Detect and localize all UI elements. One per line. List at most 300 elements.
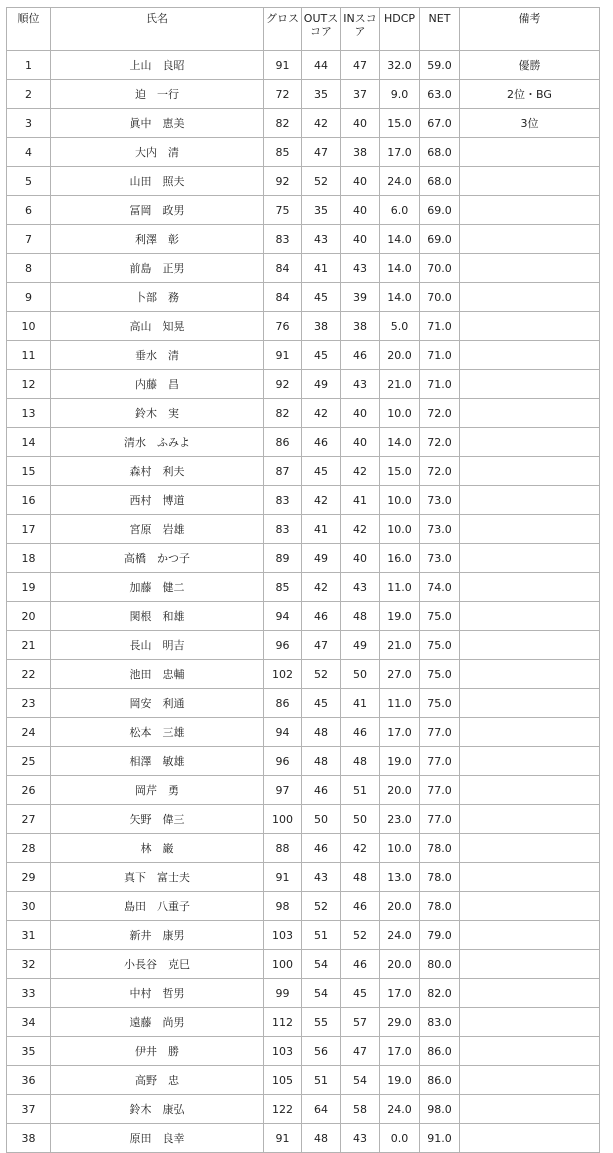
- hdcp-cell: 29.0: [380, 1008, 420, 1037]
- gross-cell: 83: [264, 486, 302, 515]
- gross-cell: 84: [264, 254, 302, 283]
- in-score-cell: 52: [341, 921, 380, 950]
- rank-cell: 28: [7, 834, 51, 863]
- remarks-cell: [460, 776, 600, 805]
- name-cell: 小長谷 克巳: [51, 950, 264, 979]
- table-row: [7, 863, 600, 892]
- hdcp-cell: 27.0: [380, 660, 420, 689]
- net-cell: 78.0: [420, 863, 460, 892]
- net-cell: 71.0: [420, 370, 460, 399]
- out-score-cell: 41: [302, 515, 341, 544]
- name-cell: 松本 三雄: [51, 718, 264, 747]
- gross-cell: 91: [264, 863, 302, 892]
- net-cell: 91.0: [420, 1124, 460, 1153]
- hdcp-cell: 19.0: [380, 602, 420, 631]
- header-net: NET: [420, 8, 460, 51]
- table-row: [7, 254, 600, 283]
- table-row: [7, 1066, 600, 1095]
- remarks-cell: [460, 167, 600, 196]
- remarks-cell: [460, 863, 600, 892]
- gross-cell: 97: [264, 776, 302, 805]
- hdcp-cell: 0.0: [380, 1124, 420, 1153]
- remarks-cell: [460, 486, 600, 515]
- table-row: [7, 457, 600, 486]
- remarks-cell: 優勝: [460, 51, 600, 80]
- name-cell: 清水 ふみよ: [51, 428, 264, 457]
- hdcp-cell: 14.0: [380, 283, 420, 312]
- in-score-cell: 48: [341, 747, 380, 776]
- header-rank: 順位: [7, 8, 51, 51]
- table-row: [7, 51, 600, 80]
- out-score-cell: 43: [302, 225, 341, 254]
- gross-cell: 112: [264, 1008, 302, 1037]
- out-score-cell: 45: [302, 457, 341, 486]
- remarks-cell: [460, 834, 600, 863]
- out-score-cell: 49: [302, 370, 341, 399]
- rank-cell: 26: [7, 776, 51, 805]
- table-row: [7, 805, 600, 834]
- gross-cell: 82: [264, 109, 302, 138]
- hdcp-cell: 20.0: [380, 892, 420, 921]
- out-score-cell: 43: [302, 863, 341, 892]
- in-score-cell: 40: [341, 428, 380, 457]
- out-score-cell: 54: [302, 950, 341, 979]
- remarks-cell: [460, 399, 600, 428]
- remarks-cell: [460, 1066, 600, 1095]
- table-row: [7, 573, 600, 602]
- remarks-cell: [460, 1008, 600, 1037]
- remarks-cell: [460, 428, 600, 457]
- name-cell: 迫 一行: [51, 80, 264, 109]
- out-score-cell: 47: [302, 138, 341, 167]
- rank-cell: 18: [7, 544, 51, 573]
- hdcp-cell: 17.0: [380, 979, 420, 1008]
- hdcp-cell: 16.0: [380, 544, 420, 573]
- in-score-cell: 48: [341, 863, 380, 892]
- rank-cell: 7: [7, 225, 51, 254]
- out-score-cell: 50: [302, 805, 341, 834]
- gross-cell: 85: [264, 573, 302, 602]
- gross-cell: 83: [264, 515, 302, 544]
- in-score-cell: 46: [341, 341, 380, 370]
- out-score-cell: 47: [302, 631, 341, 660]
- gross-cell: 91: [264, 341, 302, 370]
- in-score-cell: 40: [341, 167, 380, 196]
- in-score-cell: 40: [341, 109, 380, 138]
- out-score-cell: 46: [302, 776, 341, 805]
- table-row: [7, 109, 600, 138]
- net-cell: 86.0: [420, 1066, 460, 1095]
- table-row: [7, 341, 600, 370]
- name-cell: 関根 和雄: [51, 602, 264, 631]
- name-cell: 矢野 偉三: [51, 805, 264, 834]
- net-cell: 72.0: [420, 457, 460, 486]
- net-cell: 86.0: [420, 1037, 460, 1066]
- net-cell: 73.0: [420, 515, 460, 544]
- table-row: [7, 834, 600, 863]
- remarks-cell: [460, 254, 600, 283]
- net-cell: 75.0: [420, 660, 460, 689]
- gross-cell: 83: [264, 225, 302, 254]
- table-row: [7, 138, 600, 167]
- out-score-cell: 46: [302, 602, 341, 631]
- rank-cell: 33: [7, 979, 51, 1008]
- name-cell: 島田 八重子: [51, 892, 264, 921]
- rank-cell: 17: [7, 515, 51, 544]
- name-cell: 眞中 恵美: [51, 109, 264, 138]
- gross-cell: 91: [264, 51, 302, 80]
- out-score-cell: 52: [302, 892, 341, 921]
- rank-cell: 19: [7, 573, 51, 602]
- table-row: [7, 689, 600, 718]
- rank-cell: 36: [7, 1066, 51, 1095]
- in-score-cell: 57: [341, 1008, 380, 1037]
- hdcp-cell: 21.0: [380, 631, 420, 660]
- in-score-cell: 37: [341, 80, 380, 109]
- in-score-cell: 49: [341, 631, 380, 660]
- out-score-cell: 45: [302, 341, 341, 370]
- remarks-cell: [460, 1124, 600, 1153]
- name-cell: 新井 康男: [51, 921, 264, 950]
- hdcp-cell: 23.0: [380, 805, 420, 834]
- gross-cell: 103: [264, 921, 302, 950]
- remarks-cell: [460, 225, 600, 254]
- hdcp-cell: 6.0: [380, 196, 420, 225]
- in-score-cell: 43: [341, 1124, 380, 1153]
- table-row: [7, 950, 600, 979]
- name-cell: 高山 知晃: [51, 312, 264, 341]
- name-cell: 卜部 務: [51, 283, 264, 312]
- remarks-cell: [460, 457, 600, 486]
- net-cell: 82.0: [420, 979, 460, 1008]
- gross-cell: 92: [264, 370, 302, 399]
- net-cell: 69.0: [420, 196, 460, 225]
- remarks-cell: [460, 196, 600, 225]
- remarks-cell: [460, 747, 600, 776]
- net-cell: 71.0: [420, 312, 460, 341]
- in-score-cell: 46: [341, 950, 380, 979]
- table-row: [7, 1037, 600, 1066]
- remarks-cell: [460, 602, 600, 631]
- name-cell: 宮原 岩雄: [51, 515, 264, 544]
- rank-cell: 16: [7, 486, 51, 515]
- hdcp-cell: 21.0: [380, 370, 420, 399]
- hdcp-cell: 17.0: [380, 718, 420, 747]
- table-row: [7, 225, 600, 254]
- results-table-container: [6, 7, 600, 1153]
- table-row: [7, 921, 600, 950]
- net-cell: 70.0: [420, 283, 460, 312]
- in-score-cell: 58: [341, 1095, 380, 1124]
- remarks-cell: [460, 370, 600, 399]
- header-out-score: OUTスコア: [302, 8, 341, 51]
- net-cell: 68.0: [420, 138, 460, 167]
- name-cell: 垂水 清: [51, 341, 264, 370]
- rank-cell: 27: [7, 805, 51, 834]
- net-cell: 74.0: [420, 573, 460, 602]
- table-row: [7, 80, 600, 109]
- table-row: [7, 631, 600, 660]
- hdcp-cell: 17.0: [380, 1037, 420, 1066]
- header-hdcp: HDCP: [380, 8, 420, 51]
- rank-cell: 14: [7, 428, 51, 457]
- table-row: [7, 660, 600, 689]
- table-row: [7, 312, 600, 341]
- gross-cell: 87: [264, 457, 302, 486]
- out-score-cell: 44: [302, 51, 341, 80]
- hdcp-cell: 10.0: [380, 486, 420, 515]
- table-row: [7, 776, 600, 805]
- name-cell: 相澤 敏雄: [51, 747, 264, 776]
- net-cell: 73.0: [420, 486, 460, 515]
- out-score-cell: 56: [302, 1037, 341, 1066]
- out-score-cell: 52: [302, 660, 341, 689]
- name-cell: 伊井 勝: [51, 1037, 264, 1066]
- gross-cell: 76: [264, 312, 302, 341]
- name-cell: 岡安 利通: [51, 689, 264, 718]
- hdcp-cell: 14.0: [380, 225, 420, 254]
- rank-cell: 2: [7, 80, 51, 109]
- in-score-cell: 50: [341, 805, 380, 834]
- in-score-cell: 48: [341, 602, 380, 631]
- out-score-cell: 35: [302, 80, 341, 109]
- rank-cell: 22: [7, 660, 51, 689]
- remarks-cell: [460, 660, 600, 689]
- out-score-cell: 49: [302, 544, 341, 573]
- out-score-cell: 46: [302, 834, 341, 863]
- name-cell: 加藤 健二: [51, 573, 264, 602]
- net-cell: 72.0: [420, 399, 460, 428]
- rank-cell: 8: [7, 254, 51, 283]
- hdcp-cell: 17.0: [380, 138, 420, 167]
- rank-cell: 10: [7, 312, 51, 341]
- net-cell: 77.0: [420, 776, 460, 805]
- out-score-cell: 48: [302, 747, 341, 776]
- rank-cell: 24: [7, 718, 51, 747]
- rank-cell: 11: [7, 341, 51, 370]
- out-score-cell: 48: [302, 1124, 341, 1153]
- in-score-cell: 54: [341, 1066, 380, 1095]
- rank-cell: 4: [7, 138, 51, 167]
- header-row: [7, 8, 600, 51]
- net-cell: 78.0: [420, 834, 460, 863]
- header-remarks: 備考: [460, 8, 600, 51]
- in-score-cell: 47: [341, 51, 380, 80]
- table-row: [7, 1008, 600, 1037]
- name-cell: 鈴木 実: [51, 399, 264, 428]
- name-cell: 長山 明吉: [51, 631, 264, 660]
- net-cell: 72.0: [420, 428, 460, 457]
- name-cell: 高野 忠: [51, 1066, 264, 1095]
- remarks-cell: [460, 341, 600, 370]
- name-cell: 冨岡 政男: [51, 196, 264, 225]
- hdcp-cell: 15.0: [380, 109, 420, 138]
- rank-cell: 12: [7, 370, 51, 399]
- table-row: [7, 1095, 600, 1124]
- remarks-cell: [460, 138, 600, 167]
- name-cell: 中村 哲男: [51, 979, 264, 1008]
- name-cell: 原田 良幸: [51, 1124, 264, 1153]
- remarks-cell: [460, 892, 600, 921]
- out-score-cell: 42: [302, 486, 341, 515]
- table-row: [7, 515, 600, 544]
- remarks-cell: [460, 805, 600, 834]
- net-cell: 80.0: [420, 950, 460, 979]
- net-cell: 73.0: [420, 544, 460, 573]
- remarks-cell: 2位・BG: [460, 80, 600, 109]
- rank-cell: 38: [7, 1124, 51, 1153]
- rank-cell: 9: [7, 283, 51, 312]
- gross-cell: 102: [264, 660, 302, 689]
- hdcp-cell: 19.0: [380, 747, 420, 776]
- remarks-cell: [460, 689, 600, 718]
- table-row: [7, 718, 600, 747]
- rank-cell: 25: [7, 747, 51, 776]
- in-score-cell: 38: [341, 312, 380, 341]
- gross-cell: 86: [264, 689, 302, 718]
- remarks-cell: [460, 950, 600, 979]
- hdcp-cell: 14.0: [380, 428, 420, 457]
- rank-cell: 13: [7, 399, 51, 428]
- hdcp-cell: 10.0: [380, 515, 420, 544]
- remarks-cell: [460, 979, 600, 1008]
- in-score-cell: 40: [341, 196, 380, 225]
- remarks-cell: [460, 921, 600, 950]
- gross-cell: 94: [264, 718, 302, 747]
- out-score-cell: 41: [302, 254, 341, 283]
- hdcp-cell: 24.0: [380, 921, 420, 950]
- remarks-cell: [460, 515, 600, 544]
- in-score-cell: 51: [341, 776, 380, 805]
- out-score-cell: 55: [302, 1008, 341, 1037]
- rank-cell: 30: [7, 892, 51, 921]
- table-row: [7, 196, 600, 225]
- out-score-cell: 35: [302, 196, 341, 225]
- net-cell: 77.0: [420, 805, 460, 834]
- gross-cell: 86: [264, 428, 302, 457]
- remarks-cell: [460, 312, 600, 341]
- gross-cell: 94: [264, 602, 302, 631]
- table-row: [7, 979, 600, 1008]
- gross-cell: 92: [264, 167, 302, 196]
- name-cell: 真下 富士夫: [51, 863, 264, 892]
- hdcp-cell: 20.0: [380, 776, 420, 805]
- table-row: [7, 892, 600, 921]
- net-cell: 69.0: [420, 225, 460, 254]
- net-cell: 67.0: [420, 109, 460, 138]
- rank-cell: 5: [7, 167, 51, 196]
- net-cell: 79.0: [420, 921, 460, 950]
- in-score-cell: 40: [341, 399, 380, 428]
- name-cell: 林 巌: [51, 834, 264, 863]
- hdcp-cell: 19.0: [380, 1066, 420, 1095]
- hdcp-cell: 20.0: [380, 341, 420, 370]
- out-score-cell: 48: [302, 718, 341, 747]
- net-cell: 71.0: [420, 341, 460, 370]
- net-cell: 63.0: [420, 80, 460, 109]
- net-cell: 75.0: [420, 631, 460, 660]
- gross-cell: 103: [264, 1037, 302, 1066]
- name-cell: 前島 正男: [51, 254, 264, 283]
- in-score-cell: 43: [341, 254, 380, 283]
- rank-cell: 15: [7, 457, 51, 486]
- gross-cell: 89: [264, 544, 302, 573]
- hdcp-cell: 13.0: [380, 863, 420, 892]
- remarks-cell: [460, 1095, 600, 1124]
- gross-cell: 105: [264, 1066, 302, 1095]
- in-score-cell: 41: [341, 486, 380, 515]
- gross-cell: 99: [264, 979, 302, 1008]
- rank-cell: 31: [7, 921, 51, 950]
- rank-cell: 29: [7, 863, 51, 892]
- rank-cell: 6: [7, 196, 51, 225]
- hdcp-cell: 5.0: [380, 312, 420, 341]
- rank-cell: 32: [7, 950, 51, 979]
- net-cell: 98.0: [420, 1095, 460, 1124]
- in-score-cell: 45: [341, 979, 380, 1008]
- name-cell: 森村 利夫: [51, 457, 264, 486]
- remarks-cell: [460, 1037, 600, 1066]
- name-cell: 岡芹 勇: [51, 776, 264, 805]
- name-cell: 池田 忠輔: [51, 660, 264, 689]
- remarks-cell: [460, 718, 600, 747]
- out-score-cell: 51: [302, 921, 341, 950]
- out-score-cell: 51: [302, 1066, 341, 1095]
- in-score-cell: 43: [341, 573, 380, 602]
- header-name: 氏名: [51, 8, 264, 51]
- net-cell: 77.0: [420, 747, 460, 776]
- hdcp-cell: 11.0: [380, 689, 420, 718]
- results-table: [6, 7, 600, 1153]
- net-cell: 78.0: [420, 892, 460, 921]
- remarks-cell: [460, 573, 600, 602]
- name-cell: 西村 博道: [51, 486, 264, 515]
- in-score-cell: 41: [341, 689, 380, 718]
- remarks-cell: [460, 631, 600, 660]
- net-cell: 77.0: [420, 718, 460, 747]
- table-row: [7, 544, 600, 573]
- name-cell: 遠藤 尚男: [51, 1008, 264, 1037]
- header-gross: グロス: [264, 8, 302, 51]
- out-score-cell: 45: [302, 283, 341, 312]
- in-score-cell: 42: [341, 834, 380, 863]
- gross-cell: 100: [264, 950, 302, 979]
- rank-cell: 3: [7, 109, 51, 138]
- hdcp-cell: 24.0: [380, 1095, 420, 1124]
- net-cell: 75.0: [420, 602, 460, 631]
- hdcp-cell: 10.0: [380, 399, 420, 428]
- name-cell: 大内 清: [51, 138, 264, 167]
- table-row: [7, 747, 600, 776]
- rank-cell: 37: [7, 1095, 51, 1124]
- out-score-cell: 64: [302, 1095, 341, 1124]
- out-score-cell: 42: [302, 109, 341, 138]
- remarks-cell: [460, 544, 600, 573]
- out-score-cell: 42: [302, 399, 341, 428]
- rank-cell: 21: [7, 631, 51, 660]
- rank-cell: 1: [7, 51, 51, 80]
- in-score-cell: 47: [341, 1037, 380, 1066]
- net-cell: 59.0: [420, 51, 460, 80]
- table-row: [7, 167, 600, 196]
- out-score-cell: 45: [302, 689, 341, 718]
- rank-cell: 20: [7, 602, 51, 631]
- in-score-cell: 40: [341, 544, 380, 573]
- hdcp-cell: 9.0: [380, 80, 420, 109]
- gross-cell: 98: [264, 892, 302, 921]
- out-score-cell: 54: [302, 979, 341, 1008]
- gross-cell: 72: [264, 80, 302, 109]
